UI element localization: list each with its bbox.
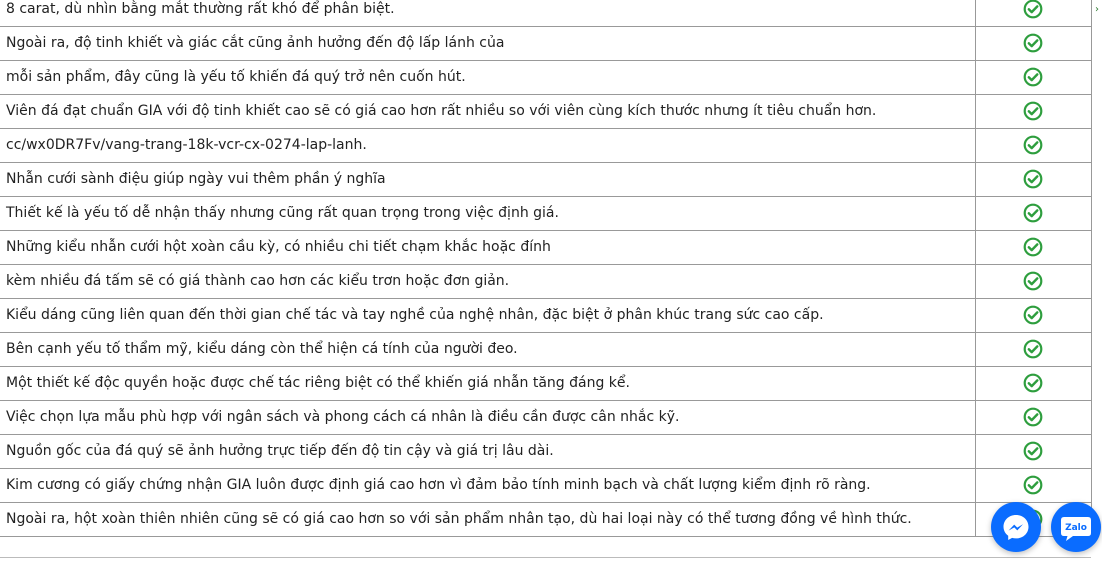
row-description: Ngoài ra, hột xoàn thiên nhiên cũng sẽ có giá cao hơn so với sản phẩm nhân tạo, dù hai loại này có thể tương đồng về hình thức. bbox=[0, 502, 975, 536]
table-row bbox=[0, 502, 1091, 536]
table-row bbox=[0, 332, 1091, 366]
table-row bbox=[0, 0, 1091, 26]
messenger-chat-button[interactable] bbox=[991, 502, 1041, 552]
table-row bbox=[0, 128, 1091, 162]
table-row bbox=[0, 366, 1091, 400]
check-circle-icon bbox=[1023, 33, 1043, 53]
zalo-label: Zalo bbox=[1065, 523, 1087, 533]
check-circle-icon bbox=[1023, 135, 1043, 155]
zalo-icon bbox=[1051, 502, 1101, 552]
row-description: cc/wx0DR7Fv/vang-trang-18k-vcr-cx-0274-lap-lanh. bbox=[0, 128, 975, 162]
check-circle-icon bbox=[1023, 237, 1043, 257]
row-description: Nguồn gốc của đá quý sẽ ảnh hưởng trực tiếp đến độ tin cậy và giá trị lâu dài. bbox=[0, 434, 975, 468]
table-row bbox=[0, 162, 1091, 196]
row-description: Nhẫn cưới sành điệu giúp ngày vui thêm phần ý nghĩa bbox=[0, 162, 975, 196]
row-description: kèm nhiều đá tấm sẽ có giá thành cao hơn các kiểu trơn hoặc đơn giản. bbox=[0, 264, 975, 298]
check-circle-icon bbox=[1023, 0, 1043, 19]
table-bottom-divider bbox=[0, 557, 1091, 558]
row-check-cell bbox=[975, 60, 1091, 94]
row-check-cell bbox=[975, 162, 1091, 196]
row-description: Một thiết kế độc quyền hoặc được chế tác riêng biệt có thể khiến giá nhẫn tăng đáng kể. bbox=[0, 366, 975, 400]
check-circle-icon bbox=[1023, 305, 1043, 325]
check-circle-icon bbox=[1023, 407, 1043, 427]
row-description: Những kiểu nhẫn cưới hột xoàn cầu kỳ, có nhiều chi tiết chạm khắc hoặc đính bbox=[0, 230, 975, 264]
check-circle-icon bbox=[1023, 271, 1043, 291]
table-row bbox=[0, 434, 1091, 468]
row-check-cell bbox=[975, 196, 1091, 230]
row-check-cell bbox=[975, 128, 1091, 162]
check-circle-icon bbox=[1023, 441, 1043, 461]
table-row bbox=[0, 60, 1091, 94]
row-check-cell bbox=[975, 264, 1091, 298]
row-check-cell bbox=[975, 94, 1091, 128]
row-check-cell bbox=[975, 230, 1091, 264]
row-check-cell bbox=[975, 468, 1091, 502]
check-circle-icon bbox=[1023, 373, 1043, 393]
row-check-cell bbox=[975, 366, 1091, 400]
check-circle-icon bbox=[1023, 67, 1043, 87]
row-check-cell bbox=[975, 434, 1091, 468]
row-description: 8 carat, dù nhìn bằng mắt thường rất khó để phân biệt. bbox=[0, 0, 975, 26]
table-row bbox=[0, 264, 1091, 298]
check-circle-icon bbox=[1023, 169, 1043, 189]
zalo-chat-button[interactable] bbox=[1051, 502, 1101, 552]
table-row bbox=[0, 26, 1091, 60]
table-row bbox=[0, 94, 1091, 128]
row-check-cell bbox=[975, 0, 1091, 26]
row-description: Kim cương có giấy chứng nhận GIA luôn được định giá cao hơn vì đảm bảo tính minh bạch và chất lượng kiểm định rõ ràng. bbox=[0, 468, 975, 502]
row-check-cell bbox=[975, 298, 1091, 332]
row-description: Kiểu dáng cũng liên quan đến thời gian chế tác và tay nghề của nghệ nhân, đặc biệt ở phân khúc trang sức cao cấp. bbox=[0, 298, 975, 332]
row-check-cell bbox=[975, 26, 1091, 60]
table-row bbox=[0, 196, 1091, 230]
table-row bbox=[0, 230, 1091, 264]
table-row bbox=[0, 400, 1091, 434]
table-row bbox=[0, 298, 1091, 332]
table-row bbox=[0, 468, 1091, 502]
chevron-right-icon: › bbox=[1095, 4, 1099, 15]
row-check-cell bbox=[975, 400, 1091, 434]
check-circle-icon bbox=[1023, 339, 1043, 359]
row-description: Ngoài ra, độ tinh khiết và giác cắt cũng ảnh hưởng đến độ lấp lánh của bbox=[0, 26, 975, 60]
row-description: Bên cạnh yếu tố thẩm mỹ, kiểu dáng còn thể hiện cá tính của người đeo. bbox=[0, 332, 975, 366]
check-circle-icon bbox=[1023, 203, 1043, 223]
check-circle-icon bbox=[1023, 101, 1043, 121]
check-circle-icon bbox=[1023, 475, 1043, 495]
row-description: Thiết kế là yếu tố dễ nhận thấy nhưng cũng rất quan trọng trong việc định giá. bbox=[0, 196, 975, 230]
row-description: Viên đá đạt chuẩn GIA với độ tinh khiết cao sẽ có giá cao hơn rất nhiều so với viên cùng kích thước nhưng ít tiêu chuẩn hơn. bbox=[0, 94, 975, 128]
row-description: Việc chọn lựa mẫu phù hợp với ngân sách và phong cách cá nhân là điều cần được cân nhắc kỹ. bbox=[0, 400, 975, 434]
row-check-cell bbox=[975, 332, 1091, 366]
messenger-icon bbox=[991, 502, 1041, 552]
row-description: mỗi sản phẩm, đây cũng là yếu tố khiến đá quý trở nên cuốn hút. bbox=[0, 60, 975, 94]
